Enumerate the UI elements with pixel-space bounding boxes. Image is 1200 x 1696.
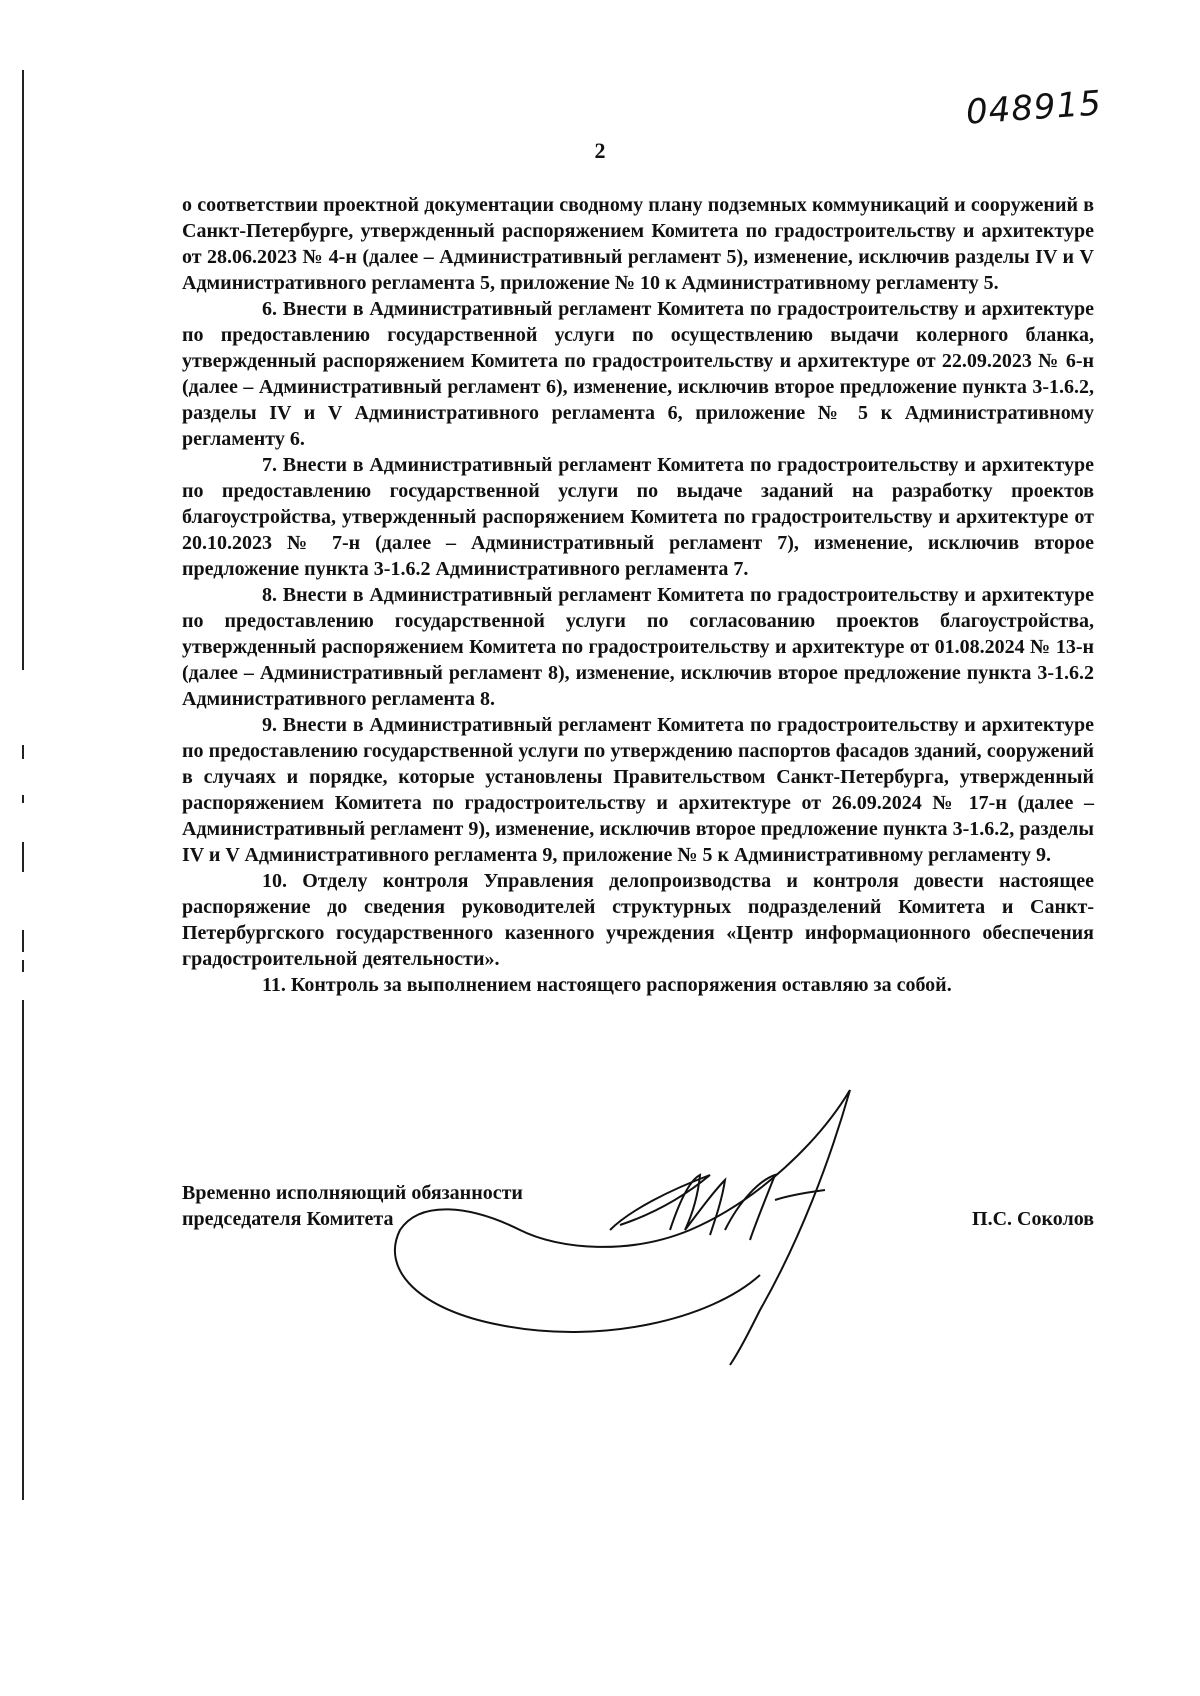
page-number: 2 [594, 138, 606, 163]
paragraph-item-8: 8. Внести в Административный регламент Комитета по градостроительству и архитектуре по предоставлению государственной услуги по согласованию проектов благоустройства, утвержденный распоряжением Комитета по градостроительству и архитектуре от 01.08.2024 № 13-н (далее – Административный регламент 8), изменение, исключив второе предложение пункта 3-1.6.2 Административного регламента 8. [182, 584, 1094, 710]
paragraph-item-9: 9. Внести в Административный регламент Комитета по градостроительству и архитектуре по предоставлению государственной услуги по утверждению паспортов фасадов зданий, сооружений в случаях и порядке, которые установлены Правительством Санкт-Петербурга, утвержденный распоряжением Комитета по градостроительству и архитектуре от 26.09.2024 № 17-н (далее – Административный регламент 9), изменение, исключив второе предложение пункта 3-1.6.2, разделы IV и V Административного регламента 9, приложение № 5 к Административному регламенту 9. [182, 714, 1094, 866]
document-body [182, 192, 1094, 998]
registration-number-stamp: 048915 [964, 83, 1104, 133]
scan-mark [22, 795, 24, 803]
paragraph-item-10: 10. Отделу контроля Управления делопроизводства и контроля довести настоящее распоряжение до сведения руководителей структурных подразделений Комитета и Санкт-Петербургского государственного казенного учреждения «Центр информационного обеспечения градостроительной деятельности». [182, 870, 1094, 970]
paragraph-continuation: о соответствии проектной документации сводному плану подземных коммуникаций и сооружений в Санкт-Петербурге, утвержденный распоряжением Комитета по градостроительству и архитектуре от 28.06.2023 № 4-н (далее – Административный регламент 5), изменение, исключив разделы IV и V Административного регламента 5, приложение № 10 к Административному регламенту 5. [182, 194, 1094, 294]
signatory-name: П.С. Соколов [972, 1208, 1094, 1230]
scan-mark [22, 842, 24, 872]
position-line-2: председателя Комитета [182, 1208, 394, 1230]
paragraph-item-7: 7. Внести в Административный регламент Комитета по градостроительству и архитектуре по предоставлению государственной услуги по выдаче заданий на разработку проектов благоустройства, утвержденный распоряжением Комитета по градостроительству и архитектуре от 20.10.2023 № 7-н (далее – Административный регламент 7), изменение, исключив второе предложение пункта 3-1.6.2 Административного регламента 7. [182, 454, 1094, 580]
scan-mark [22, 745, 24, 759]
signatory-position [182, 1180, 523, 1232]
position-line-1: Временно исполняющий обязанности [182, 1182, 523, 1204]
scan-mark [22, 960, 24, 972]
scan-mark [22, 930, 24, 952]
scan-border-line [22, 1000, 24, 1500]
paragraph-item-6: 6. Внести в Административный регламент Комитета по градостроительству и архитектуре по предоставлению государственной услуги по осуществлению выдачи колерного бланка, утвержденный распоряжением Комитета по градостроительству и архитектуре от 22.09.2023 № 6-н (далее – Административный регламент 6), изменение, исключив второе предложение пункта 3-1.6.2, разделы IV и V Административного регламента 6, приложение № 5 к Административному регламенту 6. [182, 298, 1094, 450]
paragraph-item-11: 11. Контроль за выполнением настоящего распоряжения оставляю за собой. [262, 974, 952, 996]
